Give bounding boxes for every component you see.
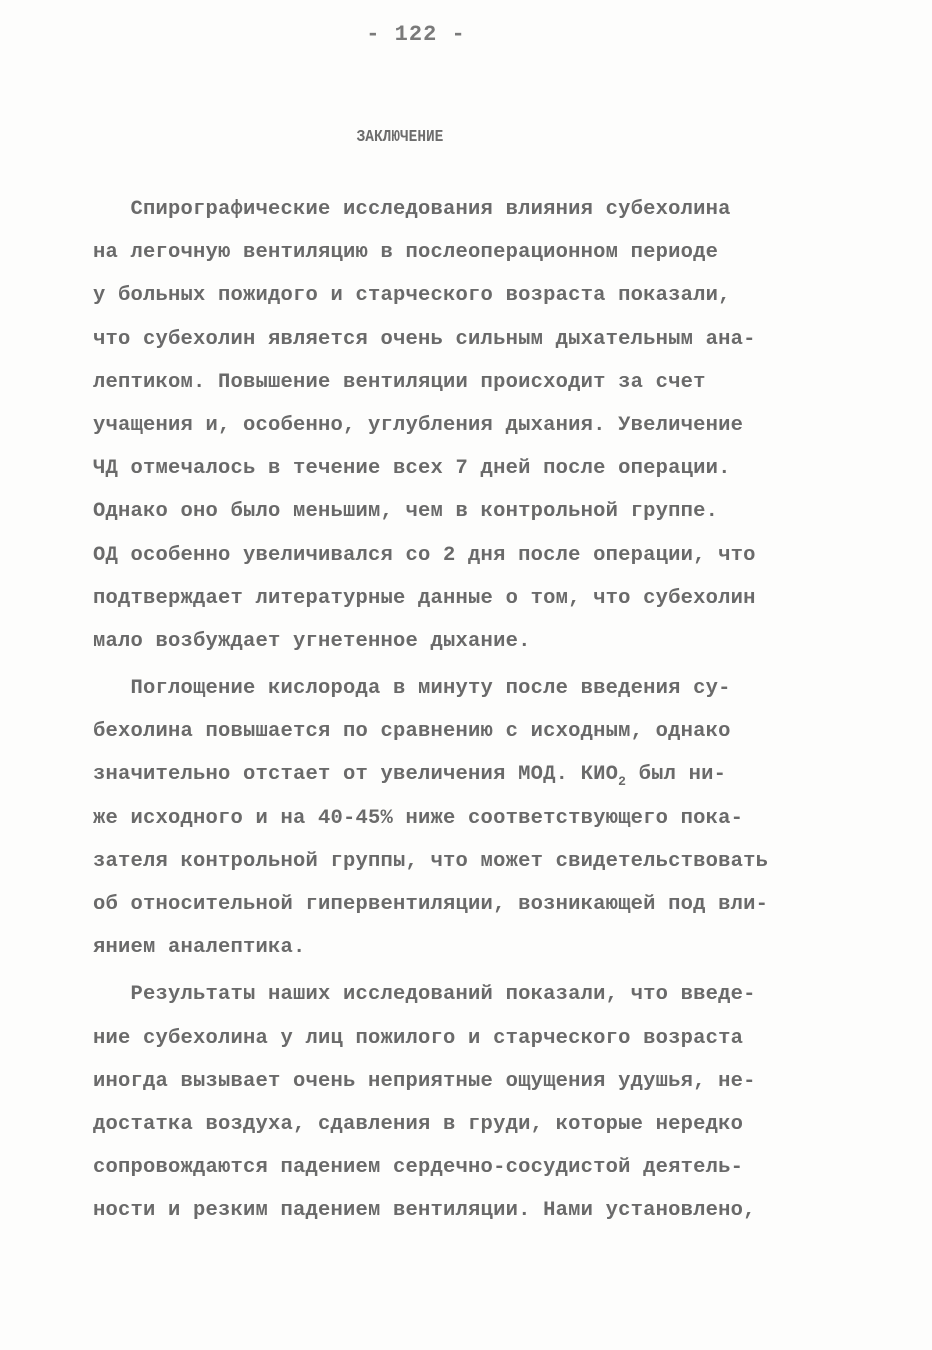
text-line-kio-main: значительно отстает от увеличения МОД. КИО — [93, 763, 619, 787]
text-line: Результаты наших исследований показали, что введе- — [93, 983, 756, 1007]
text-line: что субехолин является очень сильным дыхательным ана- — [93, 327, 756, 351]
text-line: ние субехолина у лиц пожилого и старческого возраста — [93, 1026, 744, 1050]
text-line: мало возбуждает угнетенное дыхание. — [93, 629, 531, 653]
text-line: Однако оно было меньшим, чем в контрольной группе. — [93, 500, 719, 524]
text-line: на легочную вентиляцию в послеоперационном периоде — [93, 241, 719, 265]
text-line: иногда вызывает очень неприятные ощущения удушья, не- — [93, 1069, 756, 1093]
text-line: Поглощение кислорода в минуту после введения су- — [93, 677, 731, 701]
text-line: у больных пожидого и старческого возраста показали, — [93, 284, 731, 308]
text-line: бехолина повышается по сравнению с исходным, однако — [93, 720, 731, 744]
text-line: же исходного и на 40-45% ниже соответствующего пока- — [93, 806, 744, 830]
text-line-kio — [93, 753, 853, 796]
text-line: сопровождаются падением сердечно-сосудистой деятель- — [93, 1156, 744, 1180]
text-line: ЧД отмечалось в течение всех 7 дней после операции. — [93, 457, 731, 481]
text-line: Спирографические исследования влияния субехолина — [93, 198, 731, 221]
text-line-kio-tail: был ни- — [626, 763, 727, 787]
text-line: учащения и, особенно, углубления дыхания. Увеличение — [93, 413, 744, 437]
page-number: - 122 - — [366, 22, 466, 47]
text-line: ОД особенно увеличивался со 2 дня после операции, что — [93, 543, 756, 567]
text-line: янием аналептика. — [93, 936, 306, 960]
text-line: лептиком. Повышение вентиляции происходит за счет — [93, 370, 706, 394]
kio-subscript: 2 — [618, 774, 627, 790]
text-line: ности и резким падением вентиляции. Нами установлено, — [93, 1199, 756, 1223]
body-text — [93, 188, 853, 1233]
text-line: подтверждает литературные данные о том, что субехолин — [93, 586, 756, 610]
section-heading: ЗАКЛЮЧЕНИЕ — [356, 128, 444, 147]
text-line: об относительной гипервентиляции, возникающей под вли- — [93, 893, 769, 916]
text-line: достатка воздуха, сдавления в груди, которые нередко — [93, 1112, 744, 1136]
text-line: зателя контрольной группы, что может свидетельствовать — [93, 849, 769, 873]
